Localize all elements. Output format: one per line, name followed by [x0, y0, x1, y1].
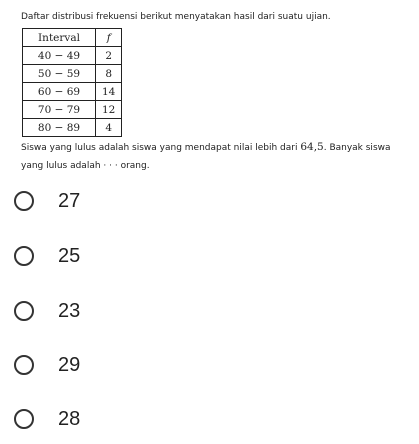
- table-row: [23, 119, 122, 137]
- interval-cell: 70 − 79: [23, 101, 96, 119]
- interval-cell: 60 − 69: [23, 83, 96, 101]
- table-header-row: [23, 29, 122, 47]
- radio-button[interactable]: [14, 301, 34, 321]
- question-part3: orang.: [117, 161, 150, 171]
- question-text: [21, 138, 413, 175]
- radio-button[interactable]: [14, 246, 34, 266]
- radio-button[interactable]: [14, 355, 34, 375]
- frequency-cell: 4: [96, 119, 122, 137]
- question-part2: . Banyak siswa yang lulus adalah: [21, 143, 391, 171]
- table-row: [23, 101, 122, 119]
- frequency-cell: 8: [96, 65, 122, 83]
- frequency-cell: 2: [96, 47, 122, 65]
- answer-option-label: 27: [58, 189, 81, 212]
- table-row: [23, 83, 122, 101]
- answer-option[interactable]: [14, 238, 214, 274]
- question-threshold-value: 64,5: [300, 141, 324, 153]
- frequency-cell: 12: [96, 101, 122, 119]
- interval-cell: 40 − 49: [23, 47, 96, 65]
- answer-option-label: 29: [58, 353, 81, 376]
- radio-button[interactable]: [14, 409, 34, 429]
- answer-option-label: 25: [58, 244, 81, 267]
- table-row: [23, 65, 122, 83]
- answer-option[interactable]: [14, 401, 214, 437]
- answer-option-label: 28: [58, 407, 81, 430]
- question-dots: · · ·: [103, 161, 118, 171]
- interval-cell: 50 − 59: [23, 65, 96, 83]
- answer-option[interactable]: [14, 347, 214, 383]
- header-interval: Interval: [23, 29, 96, 47]
- table-row: [23, 47, 122, 65]
- question-intro: Daftar distribusi frekuensi berikut menyatakan hasil dari suatu ujian.: [21, 12, 331, 22]
- question-part1: Siswa yang lulus adalah siswa yang mendapat nilai lebih dari: [21, 143, 301, 153]
- radio-button[interactable]: [14, 191, 34, 211]
- frequency-table: [22, 28, 122, 137]
- answer-option[interactable]: [14, 293, 214, 329]
- header-frequency: f: [96, 29, 122, 47]
- frequency-cell: 14: [96, 83, 122, 101]
- answer-option-label: 23: [58, 299, 81, 322]
- answer-option[interactable]: [14, 183, 214, 219]
- interval-cell: 80 − 89: [23, 119, 96, 137]
